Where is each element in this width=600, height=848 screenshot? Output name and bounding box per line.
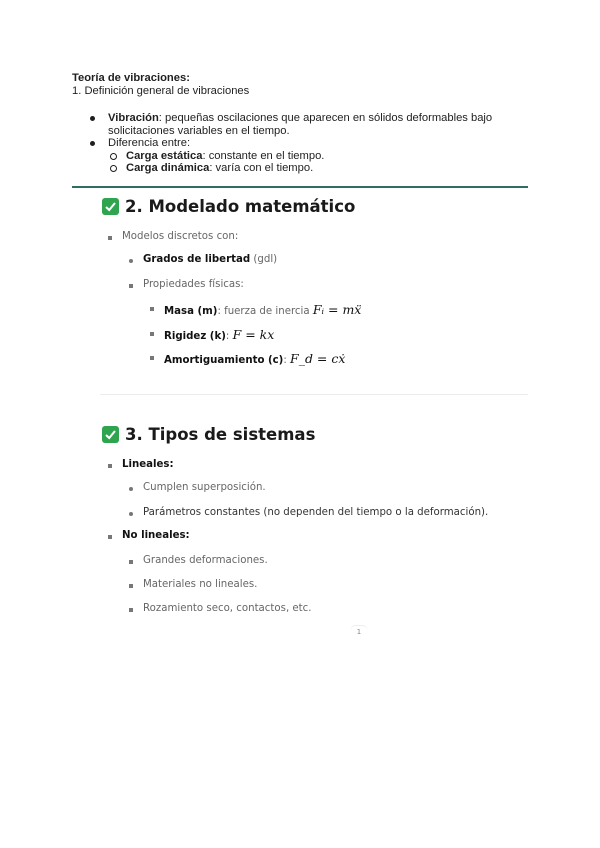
list-item-text: (gdl)	[250, 254, 278, 265]
list-item	[143, 555, 268, 566]
term-vibracion: Vibración	[108, 112, 159, 124]
checkmark-icon	[102, 426, 119, 443]
list-item	[143, 507, 488, 518]
list-item	[90, 112, 530, 137]
list-item	[122, 231, 238, 242]
bullet-icon	[108, 464, 112, 468]
doc-title: Teoría de vibraciones:	[72, 72, 190, 84]
term-rigidez: Rigidez (k)	[164, 331, 226, 342]
list-item-text: Cumplen superposición.	[143, 482, 266, 493]
checkmark-icon	[102, 198, 119, 215]
bullet-icon	[129, 584, 133, 588]
bullet-icon	[150, 307, 154, 311]
list-item	[122, 459, 174, 470]
list-item-text: : varía con el tiempo.	[209, 162, 314, 174]
list-item-text: Grandes deformaciones.	[143, 555, 268, 566]
bullet-icon	[150, 332, 154, 336]
document-header	[72, 72, 249, 98]
list-item-text: Propiedades físicas:	[143, 279, 244, 290]
list-item	[90, 162, 530, 175]
intro-list	[90, 112, 530, 175]
page-number: 1	[350, 625, 368, 638]
list-item	[164, 327, 274, 342]
term-carga-dinamica: Carga dinámica	[126, 162, 210, 174]
list-item-text: : fuerza de inercia	[217, 306, 313, 317]
section-divider	[72, 186, 528, 188]
list-item-text: Rozamiento seco, contactos, etc.	[143, 603, 312, 614]
list-item	[143, 279, 244, 290]
equation-damping: F_d = cẋ	[290, 351, 346, 366]
term-lineales: Lineales:	[122, 459, 174, 470]
bullet-icon	[129, 284, 133, 288]
list-item	[143, 579, 257, 590]
bullet-icon	[129, 512, 133, 516]
bullet-icon	[90, 116, 95, 121]
bullet-icon	[129, 487, 133, 491]
section-2-title: 2. Modelado matemático	[125, 197, 356, 216]
list-item-text: Modelos discretos con:	[122, 231, 239, 242]
doc-subtitle: 1. Definición general de vibraciones	[72, 85, 250, 97]
circle-bullet-icon	[110, 165, 117, 172]
list-item	[164, 302, 361, 317]
section-2-heading	[102, 197, 355, 216]
bullet-icon	[129, 259, 133, 263]
list-item-text: :	[225, 331, 233, 342]
term-grados-libertad: Grados de libertad	[143, 254, 251, 265]
term-carga-estatica: Carga estática	[126, 149, 203, 162]
list-item	[143, 254, 277, 265]
equation-inertia: Fᵢ = mẍ	[312, 302, 362, 317]
bullet-icon	[129, 608, 133, 612]
list-item	[90, 150, 530, 163]
section-3-heading	[102, 425, 315, 444]
term-no-lineales: No lineales:	[122, 530, 190, 541]
list-item	[90, 137, 530, 150]
equation-stiffness: F = kx	[232, 327, 275, 342]
section-3-title: 3. Tipos de sistemas	[125, 425, 316, 444]
list-item	[164, 351, 345, 366]
bullet-icon	[90, 141, 95, 146]
list-item	[143, 603, 312, 614]
list-item-text: :	[283, 355, 291, 366]
sub-list	[90, 150, 530, 175]
list-item-text: Parámetros constantes (no dependen del tiempo o la deformación).	[143, 507, 489, 518]
bullet-icon	[108, 236, 112, 240]
term-masa: Masa (m)	[164, 306, 218, 317]
list-item	[122, 530, 190, 541]
bullet-icon	[150, 356, 154, 360]
bullet-icon	[129, 560, 133, 564]
list-item-text: : constante en el tiempo.	[202, 149, 325, 162]
term-amortiguamiento: Amortiguamiento (c)	[164, 355, 284, 366]
bullet-icon	[108, 535, 112, 539]
circle-bullet-icon	[110, 153, 117, 160]
section-divider	[100, 394, 528, 395]
list-item	[143, 482, 266, 493]
list-item-text: : pequeñas oscilaciones que aparecen en sólidos deformables bajo	[158, 112, 493, 124]
list-item-text: solicitaciones variables en el tiempo.	[108, 124, 290, 137]
list-item-text: Diferencia entre:	[108, 137, 191, 149]
list-item-text: Materiales no lineales.	[143, 579, 258, 590]
